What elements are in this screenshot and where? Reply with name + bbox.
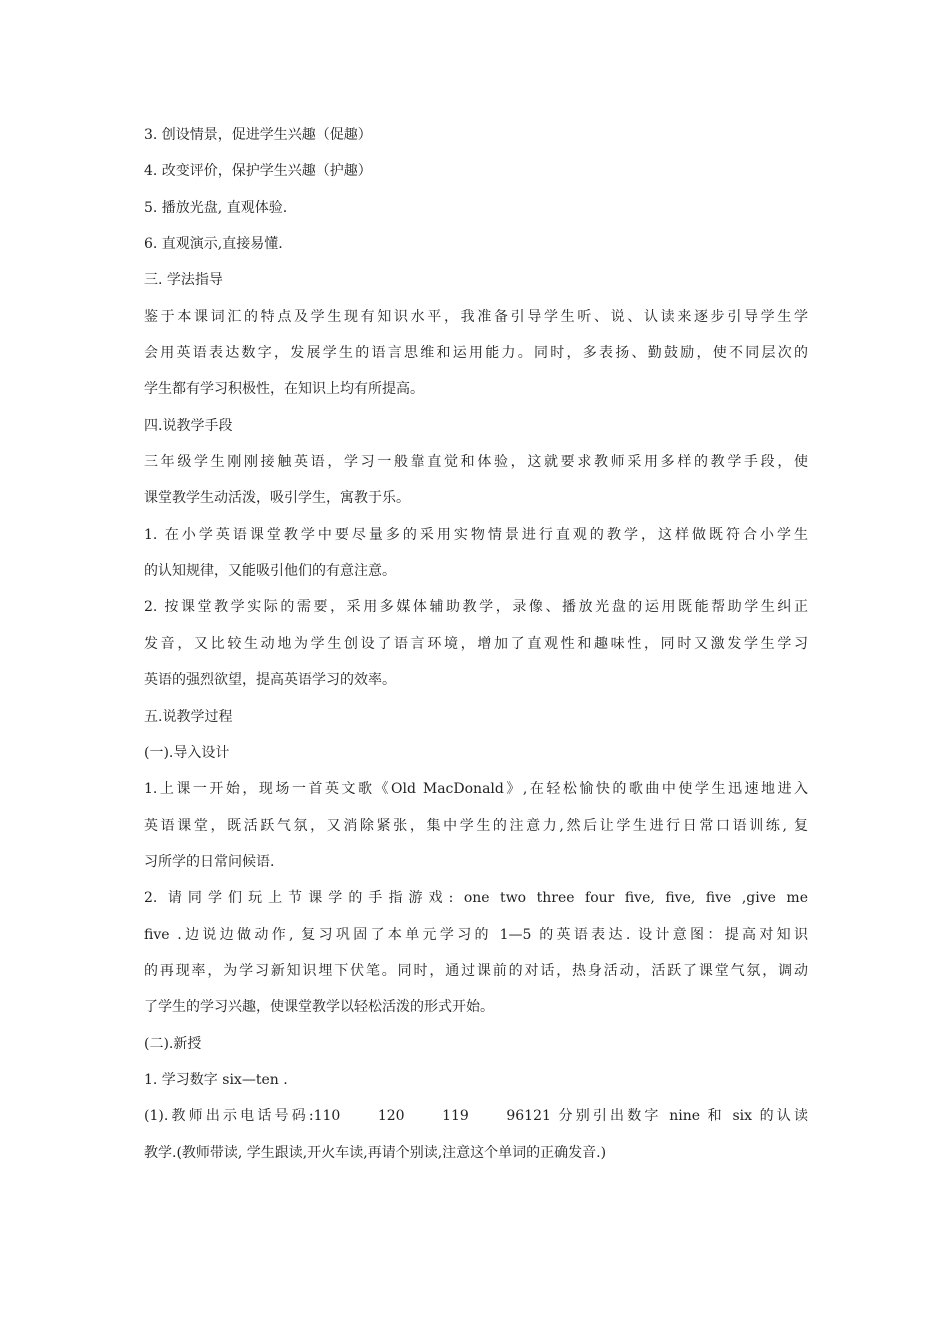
line-text: (二).新授 bbox=[144, 1035, 202, 1052]
line-text: 发音，又比较生动地为学生创设了语言环境，增加了直观性和趣味性，同时又激发学生学习 bbox=[144, 635, 808, 652]
line-text: 6. 直观演示,直接易懂. bbox=[144, 236, 283, 253]
text-line bbox=[144, 1026, 808, 1062]
text-line bbox=[144, 1135, 808, 1171]
text-line bbox=[144, 335, 808, 371]
line-text: 的认知规律，又能吸引他们的有意注意。 bbox=[144, 563, 396, 580]
text-line bbox=[144, 371, 808, 407]
line-text: 英语的强烈欲望，提高英语学习的效率。 bbox=[144, 672, 396, 689]
text-line bbox=[144, 844, 808, 880]
text-line bbox=[144, 299, 808, 335]
line-text: 1. 学习数字 six—ten . bbox=[144, 1071, 288, 1088]
line-text: 1. 在小学英语课堂教学中要尽量多的采用实物情景进行直观的教学，这样做既符合小学生 bbox=[144, 526, 808, 543]
line-text: 了学生的学习兴趣，使课堂教学以轻松活泼的形式开始。 bbox=[144, 999, 494, 1016]
text-line bbox=[144, 880, 808, 916]
line-text: 鉴于本课词汇的特点及学生现有知识水平，我准备引导学生听、说、认读来逐步引导学生学 bbox=[144, 308, 808, 325]
line-text: 习所学的日常问候语. bbox=[144, 853, 275, 870]
text-line bbox=[144, 262, 808, 298]
text-line bbox=[144, 408, 808, 444]
text-line bbox=[144, 771, 808, 807]
line-text: 课堂教学生动活泼，吸引学生，寓教于乐。 bbox=[144, 490, 410, 507]
line-text: 3. 创设情景，促进学生兴趣（促趣） bbox=[144, 127, 372, 143]
line-text: 四.说教学手段 bbox=[144, 417, 233, 434]
text-line bbox=[144, 553, 808, 589]
line-text: 英语课堂，既活跃气氛，又消除紧张，集中学生的注意力,然后让学生进行日常口语训练, 复 bbox=[144, 817, 808, 834]
text-line bbox=[144, 1098, 808, 1134]
line-text: five .边说边做动作, 复习巩固了本单元学习的 1—5 的英语表达. 设计意图：提高对知识 bbox=[144, 926, 808, 943]
line-text: 2. 请同学们玩上节课学的手指游戏: one two three four five, five, five ,give me bbox=[144, 890, 808, 907]
text-line bbox=[144, 117, 808, 153]
line-text: 4. 改变评价，保护学生兴趣（护趣） bbox=[144, 163, 372, 180]
text-line bbox=[144, 153, 808, 189]
line-text: 的再现率，为学习新知识埋下伏笔。同时，通过课前的对话，热身活动，活跃了课堂气氛，调动 bbox=[144, 962, 808, 979]
text-line bbox=[144, 989, 808, 1025]
text-line bbox=[144, 480, 808, 516]
line-text: 会用英语表达数字，发展学生的语言思维和运用能力。同时，多表扬、勤鼓励，使不同层次的 bbox=[144, 345, 808, 362]
line-text: 学生都有学习积极性，在知识上均有所提高。 bbox=[144, 381, 424, 398]
text-line bbox=[144, 626, 808, 662]
text-line bbox=[144, 517, 808, 553]
line-text: 2. 按课堂教学实际的需要，采用多媒体辅助教学，录像、播放光盘的运用既能帮助学生纠正 bbox=[144, 599, 808, 616]
text-line bbox=[144, 953, 808, 989]
text-line bbox=[144, 444, 808, 480]
line-text: (1).教师出示电话号码:110 120 119 96121 分别引出数字 nine 和 six 的认读 bbox=[144, 1108, 808, 1125]
line-text: (一).导入设计 bbox=[144, 744, 230, 761]
text-line bbox=[144, 699, 808, 735]
text-line bbox=[144, 735, 808, 771]
line-text: 5. 播放光盘, 直观体验. bbox=[144, 199, 288, 216]
line-text: 五.说教学过程 bbox=[144, 708, 233, 725]
text-line bbox=[144, 589, 808, 625]
line-text: 三. 学法指导 bbox=[144, 272, 223, 289]
document-page bbox=[144, 117, 808, 1171]
text-line bbox=[144, 1062, 808, 1098]
text-line bbox=[144, 662, 808, 698]
text-line bbox=[144, 226, 808, 262]
text-line bbox=[144, 917, 808, 953]
line-text: 三年级学生刚刚接触英语，学习一般靠直觉和体验，这就要求教师采用多样的教学手段，使 bbox=[144, 454, 808, 471]
text-line bbox=[144, 808, 808, 844]
line-text: 1.上课一开始，现场一首英文歌《Old MacDonald》,在轻松愉快的歌曲中使学生迅速地进入 bbox=[144, 781, 808, 798]
text-line bbox=[144, 190, 808, 226]
line-text: 教学.(教师带读, 学生跟读,开火车读,再请个别读,注意这个单词的正确发音.) bbox=[144, 1144, 607, 1161]
